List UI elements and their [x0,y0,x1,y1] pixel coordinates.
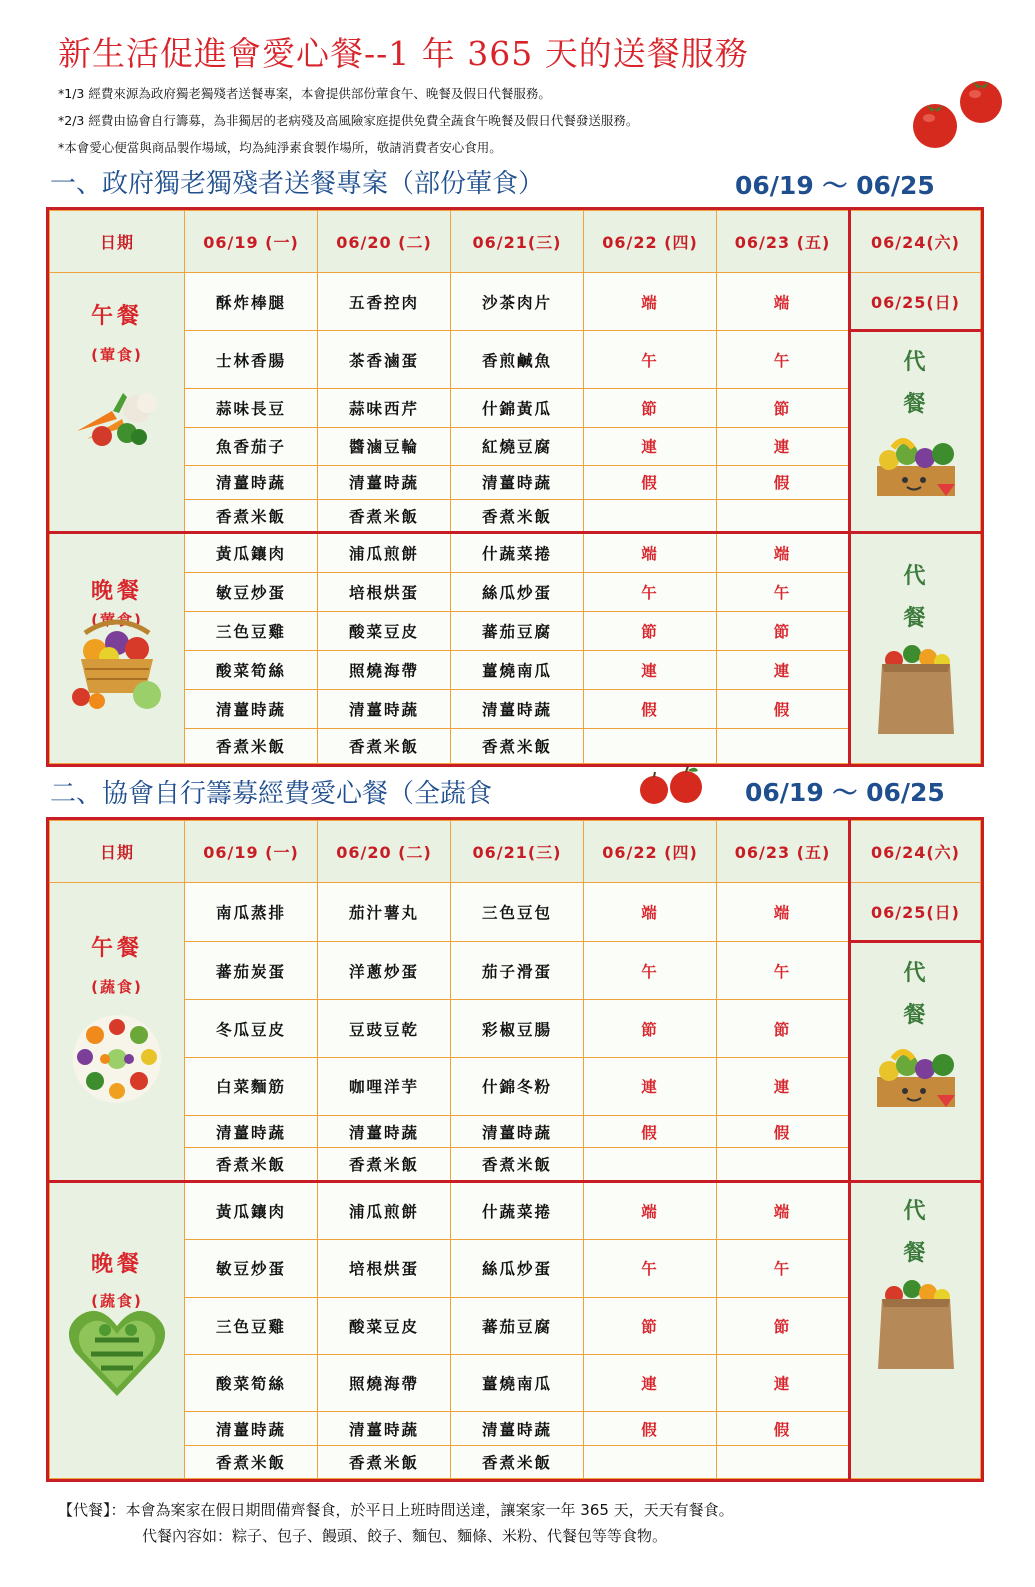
menu-cell: 黃瓜鑲肉 [185,1181,318,1239]
date-header: 日期 [50,821,185,883]
menu-cell: 香煮米飯 [318,1148,451,1181]
menu-cell: 蕃茄豆腐 [451,1297,584,1354]
menu-cell: 香煮米飯 [185,500,318,533]
substitute-meal-cell [850,941,981,1181]
holiday-cell: 假 [584,465,717,499]
menu-cell: 清薑時蔬 [318,690,451,728]
holiday-cell [584,1148,717,1181]
holiday-cell: 端 [584,533,717,572]
holiday-cell: 連 [717,1354,850,1411]
holiday-cell: 節 [584,611,717,650]
menu-cell: 茄子滑蛋 [451,941,584,999]
holiday-cell: 端 [717,533,850,572]
lunch-label-cell [50,273,185,533]
vegetables-icon [65,1011,169,1107]
menu-cell: 茶香滷蛋 [318,330,451,388]
section1-menu-table [46,207,984,767]
menu-cell: 什錦冬粉 [451,1057,584,1115]
menu-cell: 清薑時蔬 [318,1116,451,1148]
sunday-header: 06/25(日) [850,273,981,330]
holiday-cell: 端 [717,1181,850,1239]
holiday-cell: 假 [584,690,717,728]
menu-cell: 香煮米飯 [318,500,451,533]
table-row [50,1116,981,1148]
menu-cell: 照燒海帶 [318,1354,451,1411]
meal-name: 晚餐 [90,1251,143,1277]
lunch-label-cell [50,883,185,1181]
holiday-cell: 假 [717,465,850,499]
holiday-cell: 午 [717,941,850,999]
menu-cell: 浦瓜煎餅 [318,1181,451,1239]
table-row [50,500,981,533]
section2-heading: 二、協會自行籌募經費愛心餐（全蔬食 [50,779,493,809]
holiday-cell: 節 [584,1297,717,1354]
notes [58,80,638,161]
table-row [50,533,981,572]
menu-cell: 清薑時蔬 [185,465,318,499]
table-row [50,273,981,330]
table-row [50,1148,981,1181]
day-header: 06/22 (四) [584,821,717,883]
menu-cell: 蒜味西芹 [318,389,451,427]
day-header: 06/21(三) [451,211,584,273]
menu-cell: 三色豆雞 [185,611,318,650]
holiday-cell [717,500,850,533]
holiday-cell: 連 [584,651,717,690]
dinner-label-cell [50,1181,185,1478]
table-row [50,427,981,465]
table-row [50,1297,981,1354]
menu-cell: 冬瓜豆皮 [185,1000,318,1057]
day-header: 06/24(六) [850,211,981,273]
menu-cell: 清薑時蔬 [451,465,584,499]
menu-cell: 咖哩洋芋 [318,1057,451,1115]
day-header: 06/23 (五) [717,821,850,883]
menu-cell: 香煮米飯 [318,728,451,763]
menu-cell: 白菜麵筋 [185,1057,318,1115]
day-header: 06/23 (五) [717,211,850,273]
tomato-icon [905,78,1010,150]
section1-heading: 一、政府獨老獨殘者送餐專案（部份葷食） [50,169,545,199]
menu-cell: 什錦黃瓜 [451,389,584,427]
meal-type: (蔬食) [91,978,143,997]
menu-cell: 絲瓜炒蛋 [451,1240,584,1297]
holiday-cell: 連 [717,427,850,465]
table-row [50,1057,981,1115]
holiday-cell: 連 [584,427,717,465]
menu-cell: 敏豆炒蛋 [185,1240,318,1297]
table-row [50,941,981,999]
menu-cell: 敏豆炒蛋 [185,572,318,611]
menu-cell: 清薑時蔬 [451,1412,584,1445]
menu-cell: 清薑時蔬 [318,465,451,499]
vegetables-icon [67,381,167,451]
holiday-cell: 午 [717,572,850,611]
menu-cell: 薑燒南瓜 [451,1354,584,1411]
substitute-meal-label: 代 餐 [903,960,928,1028]
menu-cell: 彩椒豆腸 [451,1000,584,1057]
holiday-cell: 節 [584,1000,717,1057]
day-header: 06/22 (四) [584,211,717,273]
day-header: 06/19 (一) [185,211,318,273]
holiday-cell: 端 [717,273,850,330]
day-header: 06/19 (一) [185,821,318,883]
holiday-cell: 連 [717,651,850,690]
table-header-row [50,821,981,883]
menu-cell: 培根烘蛋 [318,572,451,611]
menu-cell: 什蔬菜捲 [451,533,584,572]
section1-date-range: 06/19 ～ 06/25 [735,171,935,200]
menu-cell: 清薑時蔬 [451,1116,584,1148]
menu-cell: 香煮米飯 [451,500,584,533]
menu-cell: 清薑時蔬 [318,1412,451,1445]
table-row [50,1000,981,1057]
menu-cell: 香煮米飯 [451,728,584,763]
table-row [50,1445,981,1478]
menu-cell: 香煮米飯 [185,1148,318,1181]
holiday-cell: 午 [584,330,717,388]
grocery-bag-icon [868,644,964,736]
note-2: *2/3 經費由協會自行籌募，為非獨居的老病殘及高風險家庭提供免費全蔬食午晚餐及假日代餐發送服務。 [58,113,639,128]
table-row [50,1240,981,1297]
substitute-meal-cell [850,330,981,532]
menu-cell: 紅燒豆腐 [451,427,584,465]
menu-cell: 培根烘蛋 [318,1240,451,1297]
fruit-box-icon [863,1041,968,1111]
holiday-cell: 連 [717,1057,850,1115]
menu-cell: 清薑時蔬 [451,690,584,728]
holiday-cell: 端 [584,883,717,941]
meal-type: (葷食) [91,346,143,365]
table-row [50,572,981,611]
fruit-box-icon [863,430,968,500]
holiday-cell: 端 [584,273,717,330]
holiday-cell: 端 [717,883,850,941]
table-row [50,465,981,499]
menu-cell: 茄汁薯丸 [318,883,451,941]
holiday-cell: 連 [584,1354,717,1411]
holiday-cell: 午 [717,1240,850,1297]
note-1: *1/3 經費來源為政府獨老獨殘者送餐專案，本會提供部份葷食午、晚餐及假日代餐服務。 [58,86,551,101]
substitute-meal-label: 代 餐 [903,1198,928,1266]
menu-cell: 南瓜蒸排 [185,883,318,941]
menu-cell: 什蔬菜捲 [451,1181,584,1239]
dinner-label-cell [50,533,185,764]
footer-note [58,1497,734,1549]
holiday-cell: 假 [584,1412,717,1445]
table-header-row [50,211,981,273]
menu-cell: 沙茶肉片 [451,273,584,330]
menu-cell: 蕃茄豆腐 [451,611,584,650]
holiday-cell: 午 [584,941,717,999]
vegetable-heart-icon [65,1300,169,1404]
footer-line-1: 【代餐】：本會為案家在假日期間備齊餐食，於平日上班時間送達，讓案家一年 365 天，天天有餐食。 [58,1501,734,1519]
menu-cell: 照燒海帶 [318,651,451,690]
holiday-cell [717,728,850,763]
holiday-cell: 假 [717,1412,850,1445]
table-row [50,330,981,388]
meal-name: 午餐 [90,936,143,962]
holiday-cell: 節 [717,611,850,650]
menu-cell: 醬滷豆輪 [318,427,451,465]
holiday-cell [717,1148,850,1181]
day-header: 06/20 (二) [318,211,451,273]
menu-cell: 蒜味長豆 [185,389,318,427]
footer-line-2: 代餐內容如：粽子、包子、饅頭、餃子、麵包、麵條、米粉、代餐包等等食物。 [142,1527,668,1545]
menu-cell: 魚香茄子 [185,427,318,465]
holiday-cell: 假 [717,1116,850,1148]
menu-cell: 三色豆雞 [185,1297,318,1354]
menu-cell: 香煮米飯 [185,1445,318,1478]
substitute-meal-label: 代 餐 [903,349,928,417]
menu-cell: 士林香腸 [185,330,318,388]
sunday-header: 06/25(日) [850,883,981,941]
holiday-cell: 節 [717,1000,850,1057]
menu-cell: 酸菜豆皮 [318,1297,451,1354]
fruit-basket-icon [65,617,169,713]
meal-type: (葷食) [91,611,143,630]
menu-cell: 清薑時蔬 [185,1116,318,1148]
menu-cell: 蕃茄炭蛋 [185,941,318,999]
substitute-meal-cell [850,533,981,764]
holiday-cell: 午 [717,330,850,388]
menu-cell: 清薑時蔬 [185,1412,318,1445]
substitute-meal-cell [850,1181,981,1478]
holiday-cell: 端 [584,1181,717,1239]
menu-cell: 香煎鹹魚 [451,330,584,388]
table-row [50,1181,981,1239]
table-row [50,611,981,650]
note-3: *本會愛心便當與商品製作場域，均為純淨素食製作場所，敬請消費者安心食用。 [58,140,502,155]
day-header: 06/24(六) [850,821,981,883]
menu-cell: 酸菜筍絲 [185,651,318,690]
menu-cell: 清薑時蔬 [185,690,318,728]
menu-cell: 薑燒南瓜 [451,651,584,690]
holiday-cell [584,1445,717,1478]
apple-icon [636,765,706,807]
menu-cell: 香煮米飯 [451,1148,584,1181]
holiday-cell: 節 [584,389,717,427]
meal-name: 午餐 [90,304,143,330]
holiday-cell [717,1445,850,1478]
holiday-cell: 節 [717,1297,850,1354]
menu-cell: 香煮米飯 [318,1445,451,1478]
table-row [50,728,981,763]
table-row [50,389,981,427]
holiday-cell [584,500,717,533]
holiday-cell: 假 [717,690,850,728]
meal-name: 晚餐 [90,579,143,605]
table-row [50,690,981,728]
day-header: 06/21(三) [451,821,584,883]
holiday-cell: 假 [584,1116,717,1148]
menu-cell: 豆豉豆乾 [318,1000,451,1057]
menu-cell: 絲瓜炒蛋 [451,572,584,611]
substitute-meal-label: 代 餐 [903,564,928,632]
holiday-cell: 連 [584,1057,717,1115]
grocery-bag-icon [868,1279,964,1371]
menu-cell: 酥炸棒腿 [185,273,318,330]
menu-cell: 香煮米飯 [451,1445,584,1478]
menu-cell: 香煮米飯 [185,728,318,763]
menu-cell: 三色豆包 [451,883,584,941]
table-row [50,883,981,941]
section2-date-range: 06/19 ～ 06/25 [745,778,945,807]
holiday-cell: 午 [584,1240,717,1297]
menu-cell: 酸菜豆皮 [318,611,451,650]
table-row [50,1354,981,1411]
section2-menu-table [46,817,984,1482]
menu-cell: 五香控肉 [318,273,451,330]
date-header: 日期 [50,211,185,273]
menu-cell: 浦瓜煎餅 [318,533,451,572]
menu-cell: 酸菜筍絲 [185,1354,318,1411]
table-row [50,1412,981,1445]
menu-cell: 黃瓜鑲肉 [185,533,318,572]
holiday-cell: 節 [717,389,850,427]
holiday-cell [584,728,717,763]
holiday-cell: 午 [584,572,717,611]
day-header: 06/20 (二) [318,821,451,883]
meal-type: (蔬食) [91,1291,143,1310]
page-title: 新生活促進會愛心餐--1 年 365 天的送餐服務 [58,34,749,73]
menu-cell: 洋蔥炒蛋 [318,941,451,999]
table-row [50,651,981,690]
